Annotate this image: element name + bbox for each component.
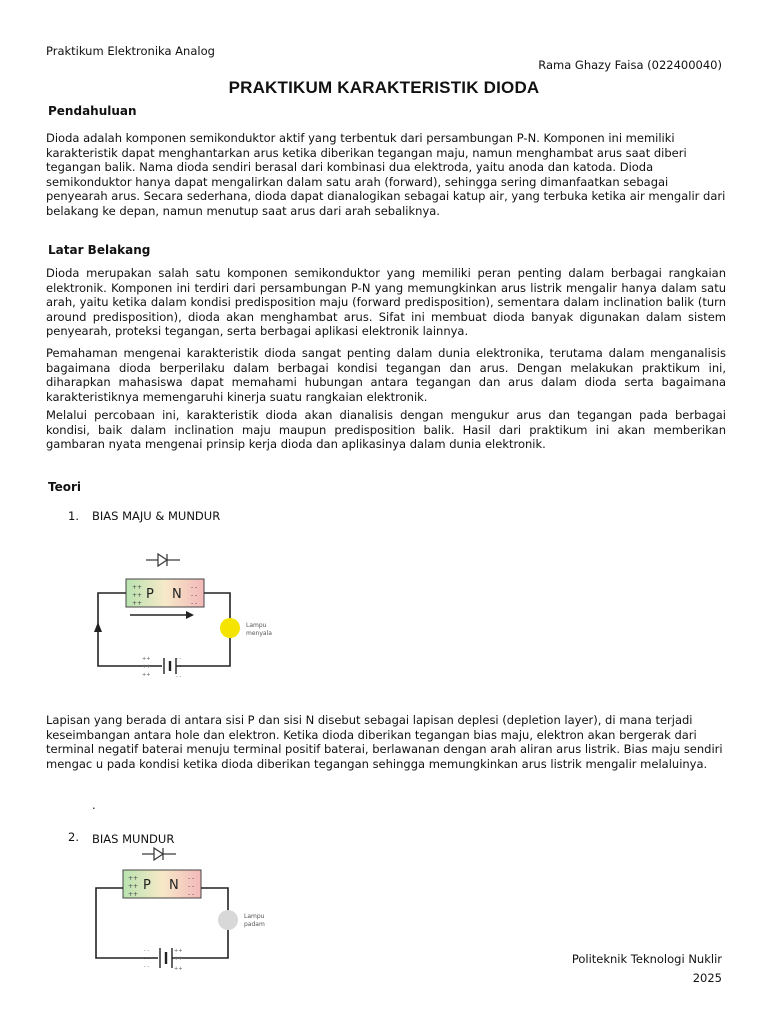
plus-charges: ++ <box>132 584 143 591</box>
svg-text:++: ++ <box>132 600 143 607</box>
current-up-arrow-icon <box>94 622 102 632</box>
heading-latar-belakang: Latar Belakang <box>48 243 151 257</box>
lamp-on-icon <box>220 618 240 638</box>
minus-charges: - - <box>188 875 195 882</box>
svg-text:- -: - - <box>176 664 182 670</box>
svg-text:- -: - - <box>176 656 182 662</box>
list-number-1: 1. <box>68 509 79 523</box>
svg-text:- -: - - <box>176 674 182 680</box>
heading-pendahuluan: Pendahuluan <box>48 104 137 118</box>
svg-text:- -: - - <box>191 592 198 599</box>
p-label: P <box>146 587 154 602</box>
svg-text:++: ++ <box>174 948 183 954</box>
battery-icon <box>164 658 176 674</box>
footer <box>572 950 722 988</box>
header-left: Praktikum Elektronika Analog <box>46 44 215 58</box>
svg-text:++: ++ <box>174 956 183 962</box>
n-label: N <box>172 587 182 602</box>
paragraph-pendahuluan: Dioda adalah komponen semikonduktor aktif yang terbentuk dari persambungan P-N. Komponen ini memiliki karakteristik dapat menghantarkan arus ketika diberikan tegangan maju, namun menghambat arus saat diberi tegangan balik. Nama dioda sendiri berasal dari kombinasi dua elektroda, yaitu anoda dan katoda. Dioda semikonduktor hanya dapat mengalirkan dalam satu arah (forward), sehingga sering dimanfaatkan sebagai penyearah arus. Secara sederhana, dioda dapat dianalogikan sebagai katup air, yang terbuka ketika air mengalir dari belakang ke depan, namun menutup saat arus dari arah sebaliknya. <box>46 131 726 218</box>
lamp-label-1: Lampu <box>244 913 265 920</box>
minus-charges: - - <box>191 584 198 591</box>
svg-text:- -: - - <box>188 883 195 890</box>
battery-icon <box>160 948 172 968</box>
svg-text:++: ++ <box>142 664 151 670</box>
list-number-2: 2. <box>68 830 79 844</box>
dot-marker: . <box>92 798 96 812</box>
paragraph-latar-2: Pemahaman mengenai karakteristik dioda sangat penting dalam dunia elektronika, terutama dalam menganalisis bagaimana dioda berperilaku dalam berbagai kondisi tegangan dan arus. Dengan melakukan praktikum ini, diharapkan mahasiswa dapat memahami hubungan antara tegangan dan arus dalam dioda serta bagaimana karakteristiknya memengaruhi kinerja suatu rangkaian elektronik. <box>46 346 726 404</box>
svg-text:++: ++ <box>132 592 143 599</box>
svg-text:++: ++ <box>128 891 139 898</box>
paragraph-latar-3: Melalui percobaan ini, karakteristik dioda akan dianalisis dengan mengukur arus dan tegangan pada berbagai kondisi, baik dalam inclination maju maupun predisposition balik. Hasil dari praktikum ini akan memberikan gambaran nyata mengenai prinsip kerja dioda dan aplikasinya dalam dunia elektronik. <box>46 408 726 452</box>
lamp-label-1: Lampu <box>246 622 267 629</box>
diode-symbol-icon <box>142 848 176 860</box>
list-label-bias-maju-mundur: BIAS MAJU & MUNDUR <box>92 509 221 523</box>
lamp-off-icon <box>218 910 238 930</box>
svg-text:- -: - - <box>191 600 198 607</box>
reverse-bias-diagram <box>90 842 300 982</box>
plus-charges: ++ <box>128 875 139 882</box>
paragraph-latar-1: Dioda merupakan salah satu komponen semikonduktor yang memiliki peran penting dalam berbagai rangkaian elektronik. Komponen ini terdiri dari persambungan P-N yang memungkinkan arus listrik mengalir hanya dalam satu arah, yaitu ketika dalam kondisi predisposition maju (forward predisposition), sementara dalam inclination balik (turn around predisposition), dioda akan menghambat arus. Sifat ini membuat dioda banyak digunakan dalam sistem penyearah, proteksi tegangan, serta berbagai aplikasi elektronik lainnya. <box>46 266 726 339</box>
svg-text:++: ++ <box>142 672 151 678</box>
forward-bias-diagram <box>90 548 300 688</box>
svg-text:++: ++ <box>142 656 151 662</box>
n-label: N <box>169 878 179 893</box>
p-label: P <box>143 878 151 893</box>
paragraph-teori: Lapisan yang berada di antara sisi P dan sisi N disebut sebagai lapisan deplesi (depletion layer), di mana terjadi keseimbangan antara hole dan elektron. Ketika dioda diberikan tegangan bias maju, elektron akan bergerak dari terminal negatif baterai menuju terminal positif baterai, berlawanan dengan arah aliran arus listrik. Bias maju sendiri mengac u pada kondisi ketika dioda diberikan tegangan sehingga memungkinkan arus listrik mengalir melaluinya. <box>46 713 723 771</box>
diode-symbol-icon <box>146 554 180 566</box>
svg-text:- -: - - <box>144 964 150 970</box>
page-title: PRAKTIKUM KARAKTERISTIK DIODA <box>228 78 540 97</box>
lamp-label-2: padam <box>244 921 265 928</box>
lamp-label-2: menyala <box>246 630 272 637</box>
list-label-bias-mundur: BIAS MUNDUR <box>92 832 175 846</box>
footer-year: 2025 <box>692 971 722 985</box>
svg-text:++: ++ <box>128 883 139 890</box>
svg-text:- -: - - <box>188 891 195 898</box>
heading-teori: Teori <box>48 480 82 494</box>
header-right: Rama Ghazy Faisa (022400040) <box>538 58 722 72</box>
footer-institution: Politeknik Teknologi Nuklir <box>571 952 722 966</box>
svg-text:++: ++ <box>174 966 183 972</box>
svg-text:- -: - - <box>144 956 150 962</box>
svg-text:- -: - - <box>144 948 150 954</box>
current-right-arrow-icon <box>186 611 194 619</box>
